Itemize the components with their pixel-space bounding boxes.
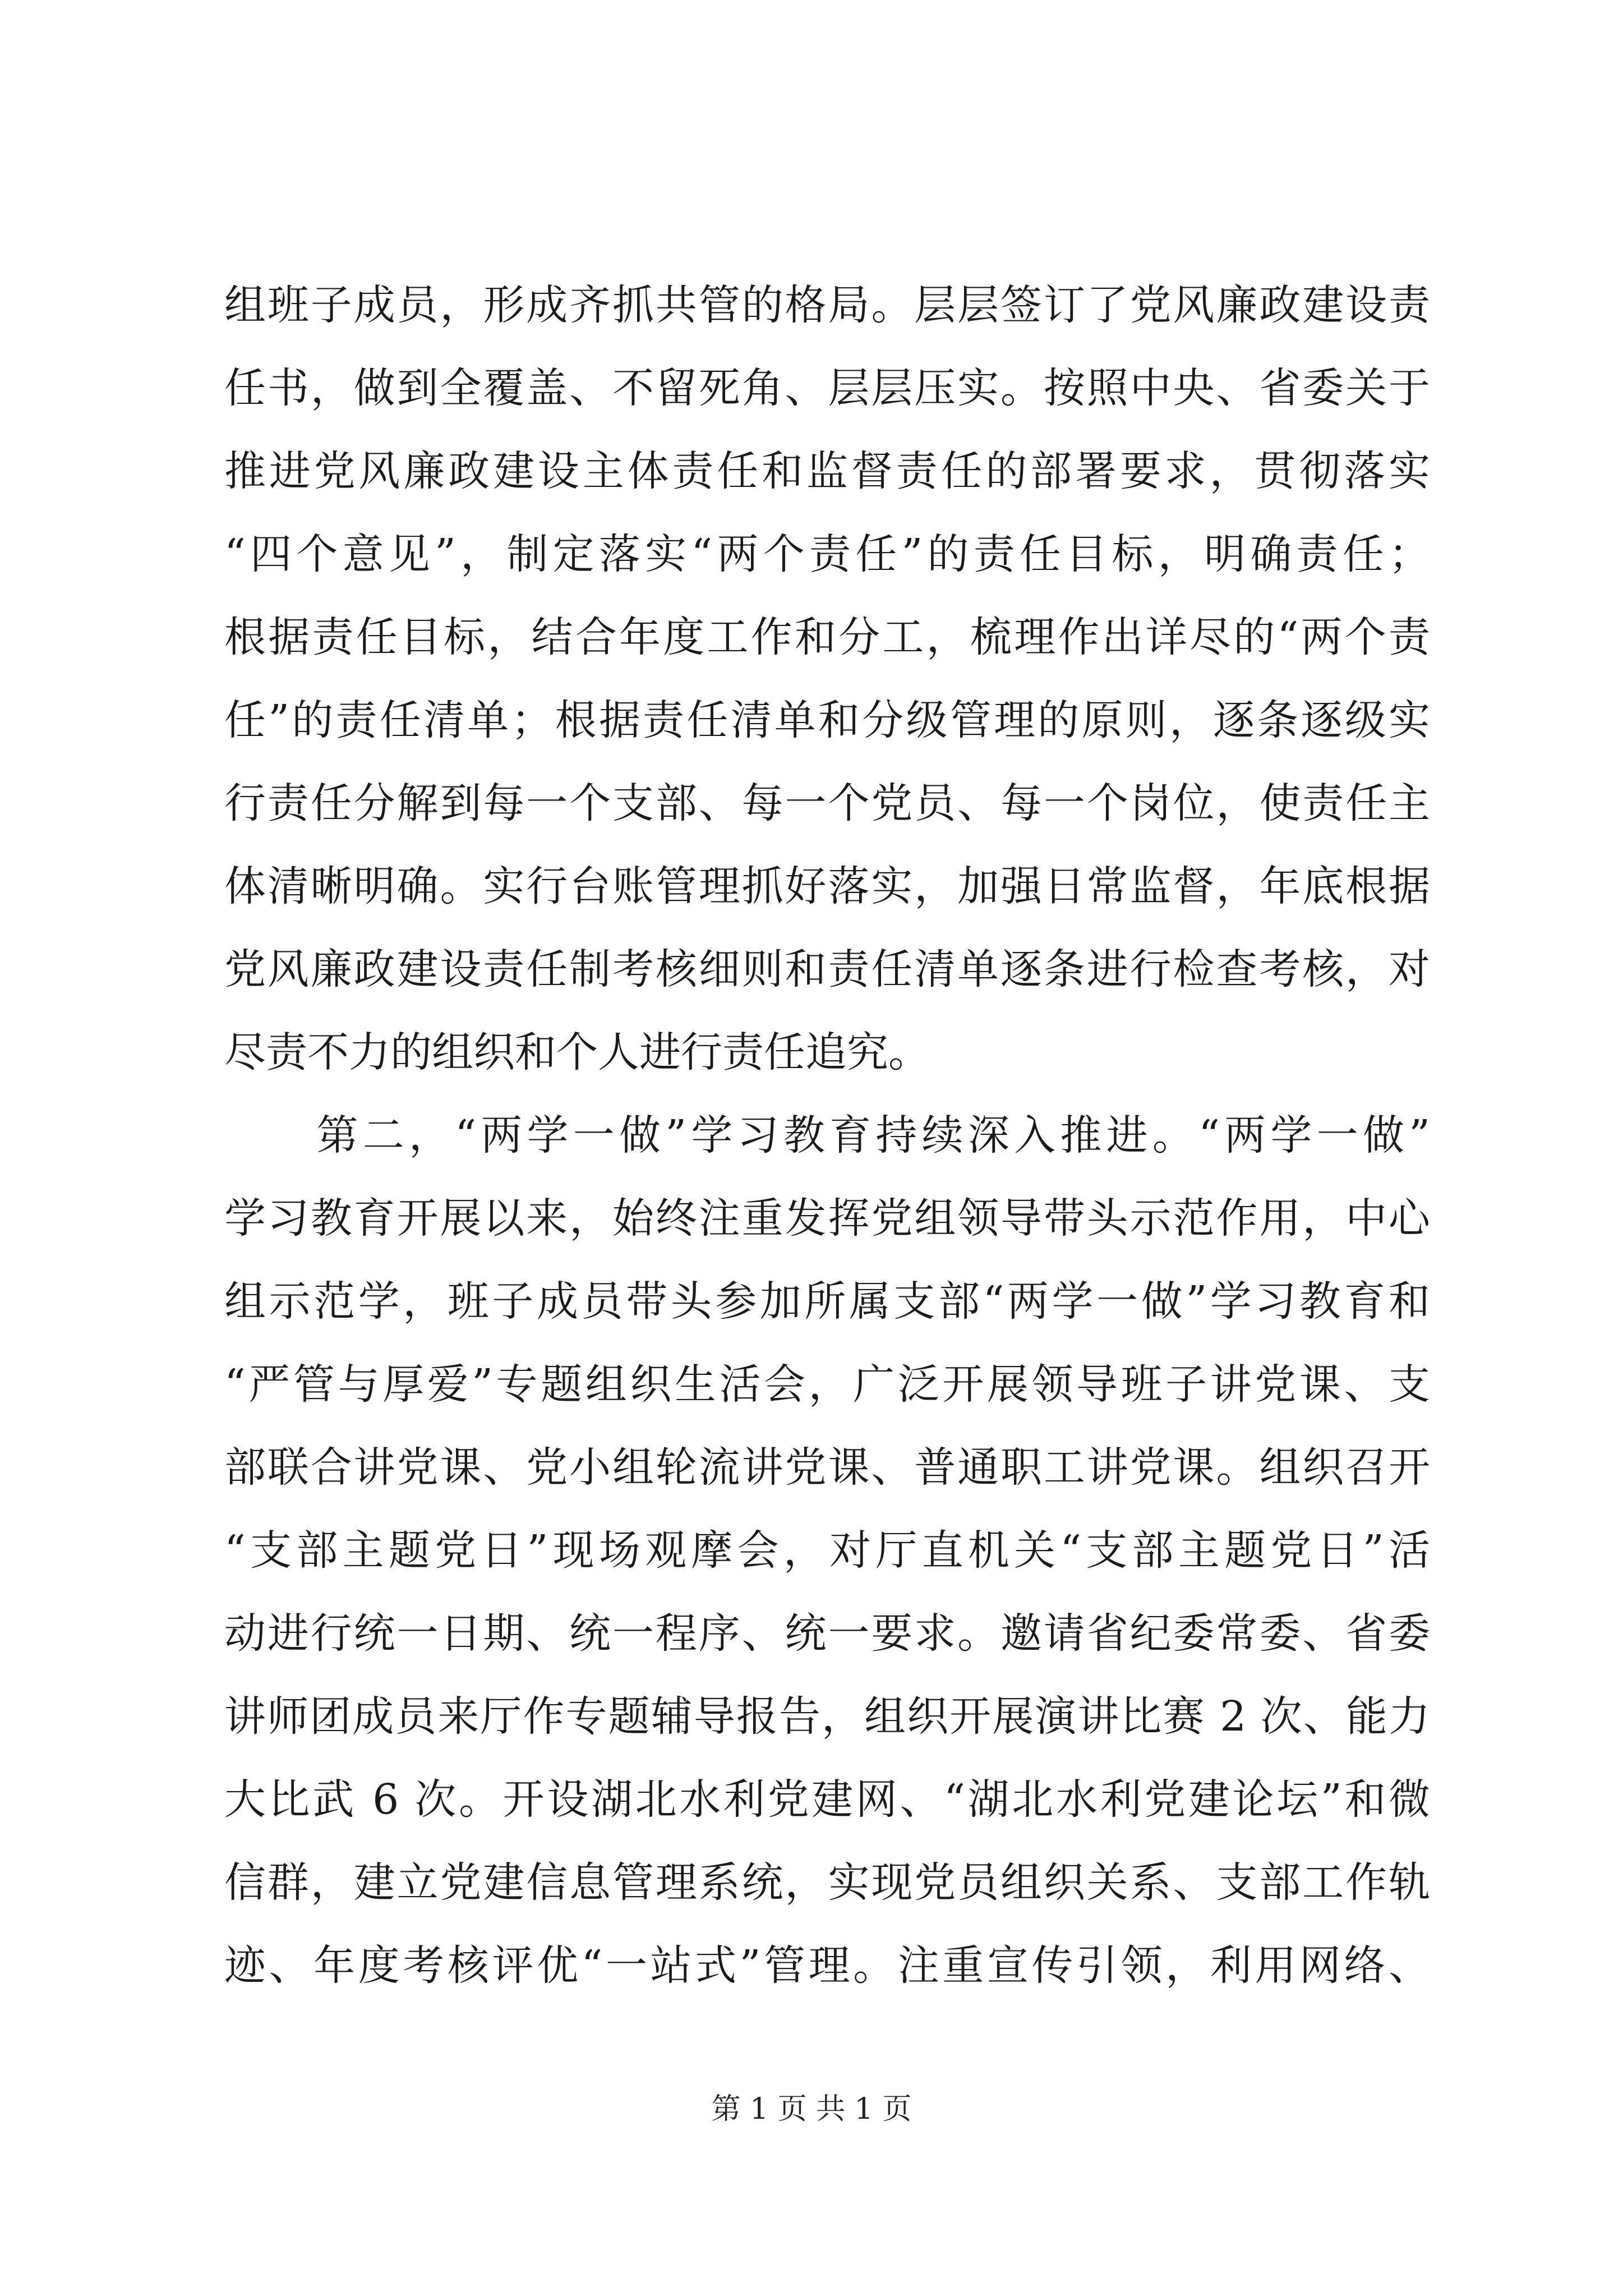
text-line: “四个意见”，制定落实“两个责任”的责任目标，明确责任； [224, 530, 1430, 578]
text-line: 部联合讲党课、党小组轮流讲党课、普通职工讲党课。组织召开 [224, 1443, 1430, 1492]
text-line: “支部主题党日”现场观摩会，对厅直机关“支部主题党日”活 [224, 1526, 1430, 1575]
paragraph-end-line: 尽责不力的组织和个人进行责任追究。 [224, 1028, 930, 1076]
text-line: 迹、年度考核评优“一站式”管理。注重宣传引领，利用网络、 [224, 1941, 1430, 1990]
text-line: 推进党风廉政建设主体责任和监督责任的部署要求，贯彻落实 [224, 447, 1430, 495]
text-line: 动进行统一日期、统一程序、统一要求。邀请省纪委常委、省委 [224, 1609, 1430, 1658]
text-line: 体清晰明确。实行台账管理抓好落实，加强日常监督，年底根据 [224, 862, 1430, 910]
text-line: 根据责任目标，结合年度工作和分工，梳理作出详尽的“两个责 [224, 613, 1430, 661]
text-line: 任书，做到全覆盖、不留死角、层层压实。按照中央、省委关于 [224, 364, 1430, 412]
text-line: 任”的责任清单；根据责任清单和分级管理的原则，逐条逐级实 [224, 696, 1430, 744]
text-line: 党风廉政建设责任制考核细则和责任清单逐条进行检查考核，对 [224, 945, 1430, 993]
text-line: 大比武 6 次。开设湖北水利党建网、“湖北水利党建论坛”和微 [224, 1775, 1430, 1824]
paragraph-start-line: 第二，“两学一做”学习教育持续深入推进。“两学一做” [224, 1111, 1430, 1159]
text-line: 行责任分解到每一个支部、每一个党员、每一个岗位，使责任主 [224, 779, 1430, 827]
text-line: 讲师团成员来厅作专题辅导报告，组织开展演讲比赛 2 次、能力 [224, 1692, 1430, 1741]
text-line: 学习教育开展以来，始终注重发挥党组领导带头示范作用，中心 [224, 1194, 1430, 1243]
text-line: 信群，建立党建信息管理系统，实现党员组织关系、支部工作轨 [224, 1858, 1430, 1907]
text-line: “严管与厚爱”专题组织生活会，广泛开展领导班子讲党课、支 [224, 1360, 1430, 1409]
text-line: 组班子成员，形成齐抓共管的格局。层层签订了党风廉政建设责 [224, 281, 1430, 329]
body-text [224, 264, 1430, 2007]
page-number-footer: 第 1 页 共 1 页 [711, 2092, 912, 2126]
text-line: 组示范学，班子成员带头参加所属支部“两学一做”学习教育和 [224, 1277, 1430, 1326]
